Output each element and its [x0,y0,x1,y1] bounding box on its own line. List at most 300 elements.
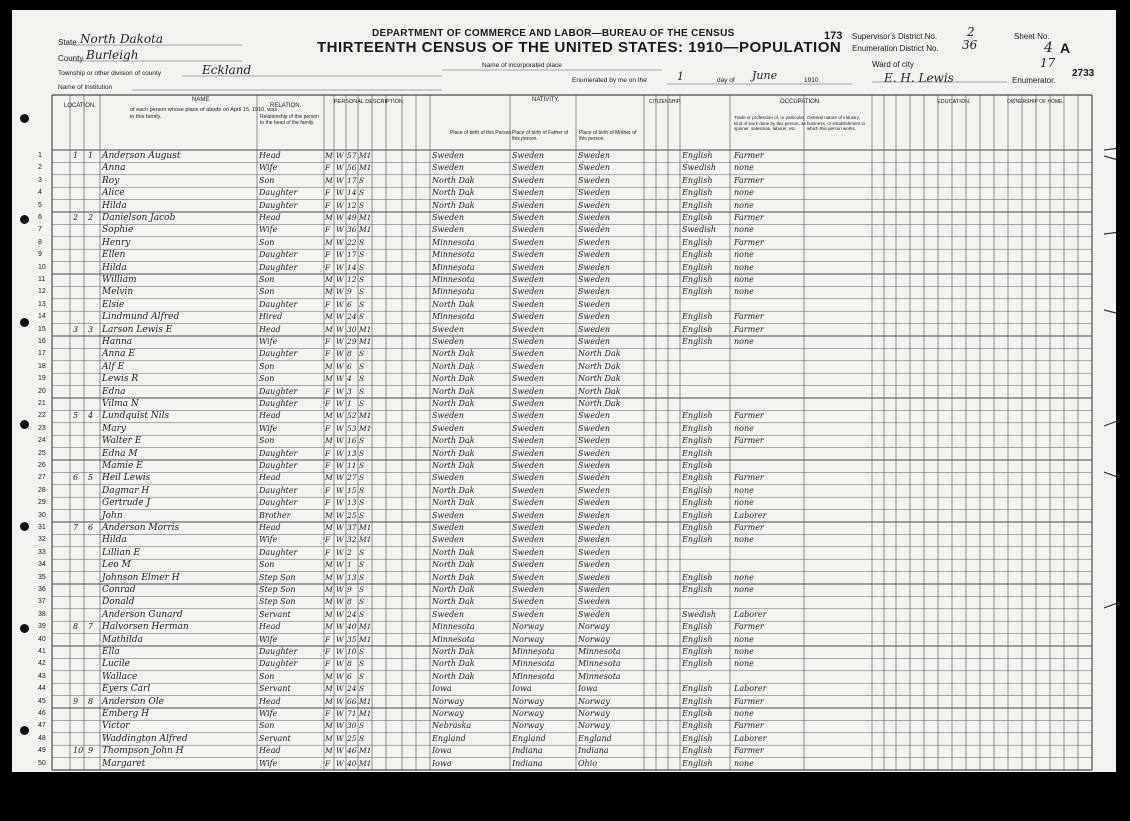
row-mother-birthplace: North Dak [578,386,621,396]
row-language: Swedish [682,163,716,173]
row-line-number: 46 [38,710,46,717]
table-row [12,448,1116,460]
row-age: 10 [347,647,357,656]
row-age: 3 [347,386,352,396]
row-race: W [336,721,344,731]
row-name: Conrad [102,585,136,595]
row-birthplace: Minnesota [432,237,475,247]
row-sex: M [325,374,333,384]
row-marital: M1 [359,225,372,235]
table-row [12,472,1116,484]
row-name: Danielson Jacob [102,213,176,223]
row-marital: S [359,200,365,210]
row-name: Hilda [102,262,127,273]
row-father-birthplace: Sweden [512,560,545,570]
table-row [12,386,1116,398]
year-value: 1910 [804,77,819,84]
row-age: 6 [347,361,352,371]
row-sex: F [325,200,331,210]
row-birthplace: North Dak [432,386,475,396]
row-marital: S [359,597,365,607]
row-sex: F [325,758,331,768]
row-birthplace: Sweden [432,423,465,433]
birth-father-header: Place of birth of Father of this person. [512,130,569,142]
incorporated-label: Name of incorporated place [482,62,562,69]
row-language: English [682,188,713,198]
row-name: John [102,510,123,521]
row-sex: M [325,237,333,247]
row-father-birthplace: Sweden [512,386,545,396]
row-name: Lucile [102,659,130,670]
table-row [12,485,1116,497]
row-relation: Daughter [259,349,298,359]
row-language: English [682,213,713,222]
county-value: Burleigh [86,48,139,62]
row-trade: Farmer [734,213,764,222]
row-marital: S [359,585,365,594]
row-father-birthplace: Iowa [512,684,532,694]
row-name: Lundquist Nils [102,411,170,422]
row-relation: Daughter [259,448,298,458]
row-language: English [682,585,713,594]
row-name: Waddington Alfred [102,733,188,744]
row-line-number: 4 [38,189,42,197]
row-language: English [682,746,713,756]
table-row [12,162,1116,174]
row-birthplace: North Dak [432,436,475,446]
row-birthplace: North Dak [432,659,475,669]
row-father-birthplace: Sweden [512,312,545,322]
row-language: English [682,535,713,545]
row-trade: none [734,634,754,644]
row-sex: F [325,349,331,359]
row-line-number: 28 [38,486,46,494]
row-name: Larson Lewis E [102,324,173,335]
row-birthplace: England [432,733,466,743]
census-title: THIRTEENTH CENSUS OF THE UNITED STATES: 1910—POPULATION [317,39,842,56]
row-father-birthplace: Sweden [512,262,545,272]
row-age: 35 [347,634,357,644]
row-relation: Head [259,151,281,160]
row-name: Alice [102,188,125,199]
row-race: W [336,312,344,322]
row-relation: Wife [259,423,278,433]
row-line-number: 25 [38,449,46,457]
row-language: English [682,337,713,346]
birth-mother-header: Place of birth of Mother of this person. [579,130,637,142]
row-birthplace: North Dak [432,671,475,681]
row-race: W [336,386,344,396]
row-age: 8 [347,349,352,359]
row-age: 13 [347,498,357,508]
row-father-birthplace: Sweden [512,485,545,495]
row-mother-birthplace: Sweden [578,498,611,508]
row-father-birthplace: Sweden [512,436,545,446]
row-marital: M1 [359,151,372,160]
row-birthplace: Sweden [432,337,465,346]
row-sex: M [325,572,333,582]
row-age: 22 [347,237,357,247]
row-mother-birthplace: Minnesota [578,671,621,681]
row-father-birthplace: Sweden [512,423,545,433]
row-birthplace: Sweden [432,535,465,545]
row-line-number: 24 [38,437,46,445]
row-age: 17 [347,175,357,185]
row-marital: S [359,485,365,495]
row-trade: none [734,275,754,284]
row-mother-birthplace: Sweden [578,560,611,570]
row-mother-birthplace: Norway [578,622,610,632]
row-sex: F [325,461,331,470]
row-name: Hilda [102,535,127,546]
row-father-birthplace: Sweden [512,213,545,222]
table-row [12,547,1116,559]
row-father-birthplace: Sweden [512,188,545,198]
row-sex: M [325,560,333,570]
row-relation: Head [259,324,281,334]
row-language: English [682,709,713,718]
row-language: Swedish [682,225,716,235]
enumerator-name: E. H. Lewis [884,71,954,85]
table-row [12,398,1116,410]
row-birthplace: North Dak [432,485,475,495]
row-dwelling: 6 [73,473,79,483]
row-birthplace: Sweden [432,473,465,483]
row-mother-birthplace: Sweden [578,485,611,495]
township-label: Township or other division of county [58,70,161,77]
row-relation: Servant [259,733,291,743]
row-language: English [682,473,713,483]
row-age: 11 [347,461,357,470]
enumerated-label: Enumerated by me on the [572,77,647,84]
row-sex: F [325,399,331,408]
group-location: LOCATION. [64,103,96,109]
row-father-birthplace: Sweden [512,510,545,520]
row-line-number: 14 [38,313,46,321]
row-marital: S [359,299,365,309]
table-row [12,435,1116,447]
row-sex: F [325,709,331,718]
table-row [12,299,1116,311]
row-marital: S [359,473,365,483]
row-trade: Farmer [734,436,764,446]
row-sex: M [325,151,333,160]
row-birthplace: North Dak [432,200,475,210]
row-birthplace: North Dak [432,572,475,582]
row-father-birthplace: Indiana [512,758,543,768]
row-dwelling: 2 [73,213,79,222]
table-row [12,150,1116,162]
row-relation: Daughter [259,200,298,210]
row-family: 3 [88,324,94,334]
group-education: EDUCATION. [937,99,971,105]
table-row [12,200,1116,212]
row-sex: M [325,324,333,334]
row-birthplace: Iowa [432,758,452,768]
row-race: W [336,250,344,260]
row-age: 8 [347,597,352,607]
row-age: 6 [347,671,352,681]
row-name: Hanna [102,337,133,347]
row-race: W [336,547,344,557]
row-race: W [336,622,344,632]
row-relation: Daughter [259,262,298,272]
row-father-birthplace: Norway [512,634,544,644]
row-relation: Daughter [259,547,298,557]
row-relation: Wife [259,337,278,346]
row-line-number: 38 [38,610,46,618]
row-name: Emberg H [102,709,149,719]
row-mother-birthplace: Sweden [578,609,611,619]
row-age: 46 [347,746,357,756]
row-name: Roy [102,175,120,186]
row-father-birthplace: Sweden [512,225,545,235]
row-language: English [682,151,713,160]
row-sex: F [325,659,331,669]
row-trade: none [734,572,754,582]
row-line-number: 22 [38,412,46,420]
row-mother-birthplace: Norway [578,696,610,706]
row-line-number: 39 [38,623,46,631]
row-age: 25 [347,733,357,743]
row-mother-birthplace: Sweden [578,175,611,185]
row-relation: Head [259,622,281,632]
row-father-birthplace: Sweden [512,299,545,309]
township-value: Eckland [202,63,252,77]
row-race: W [336,225,344,235]
row-race: W [336,758,344,768]
row-father-birthplace: Sweden [512,535,545,545]
row-marital: M1 [359,535,372,545]
group-personal: PERSONAL DESCRIPTION. [334,99,405,105]
row-name: Anderson Morris [102,523,180,533]
row-birthplace: North Dak [432,188,475,198]
row-marital: S [359,262,365,272]
row-birthplace: North Dak [432,349,475,359]
row-marital: S [359,250,365,260]
row-race: W [336,597,344,607]
row-age: 52 [347,411,357,421]
row-sex: M [325,684,333,694]
row-father-birthplace: Indiana [512,746,543,756]
row-name: Anna [102,163,126,174]
row-sex: M [325,609,333,619]
row-relation: Daughter [259,498,298,508]
row-father-birthplace: Minnesota [512,671,555,681]
row-line-number: 20 [38,387,46,395]
supervisor-no: 2 [967,25,975,39]
row-trade: Farmer [734,523,764,532]
row-trade: Farmer [734,312,764,322]
row-relation: Daughter [259,461,298,470]
row-name: Anderson Ole [102,696,164,707]
row-marital: S [359,361,365,371]
row-age: 40 [347,758,357,768]
row-language: English [682,250,713,260]
row-mother-birthplace: Sweden [578,423,611,433]
row-trade: none [734,423,754,433]
row-race: W [336,262,344,272]
row-line-number: 7 [38,226,42,234]
row-father-birthplace: Norway [512,721,544,731]
row-trade: none [734,287,754,297]
row-sex: F [325,647,331,656]
row-age: 4 [347,374,352,384]
row-line-number: 1 [38,152,42,159]
row-sex: M [325,436,333,446]
row-relation: Son [259,175,275,185]
row-mother-birthplace: Norway [578,709,610,718]
row-language: English [682,485,713,495]
row-mother-birthplace: North Dak [578,374,621,384]
table-row [12,584,1116,596]
row-race: W [336,349,344,359]
row-birthplace: North Dak [432,175,475,185]
row-relation: Wife [259,163,278,173]
relation-description: Relationship of this person to the head of the family. [260,114,319,126]
table-row [12,559,1116,571]
row-birthplace: Norway [432,709,464,718]
row-family: 8 [88,696,94,706]
row-mother-birthplace: Sweden [578,188,611,198]
row-trade: none [734,585,754,594]
table-row [12,348,1116,360]
row-father-birthplace: Sweden [512,337,545,346]
row-name: Lillian E [102,547,141,558]
row-father-birthplace: England [512,733,546,743]
row-father-birthplace: Sweden [512,374,545,384]
table-row [12,745,1116,757]
row-father-birthplace: Sweden [512,523,545,532]
row-age: 2 [347,547,352,557]
row-sex: F [325,188,331,198]
row-name: Sophie [102,225,134,236]
row-mother-birthplace: Minnesota [578,647,621,656]
row-father-birthplace: Sweden [512,585,545,594]
row-trade: Farmer [734,237,764,247]
row-age: 49 [347,213,357,222]
row-father-birthplace: Sweden [512,349,545,359]
row-line-number: 45 [38,697,46,705]
row-race: W [336,275,344,284]
row-mother-birthplace: Norway [578,721,610,731]
row-birthplace: Minnesota [432,634,475,644]
row-age: 17 [347,250,357,260]
row-sex: M [325,523,333,532]
row-mother-birthplace: Sweden [578,250,611,260]
row-birthplace: Sweden [432,324,465,334]
row-marital: S [359,498,365,508]
row-relation: Head [259,213,281,222]
row-trade: none [734,200,754,210]
row-age: 30 [347,721,357,731]
row-birthplace: Iowa [432,746,452,756]
row-birthplace: Minnesota [432,275,475,284]
row-language: English [682,200,713,210]
row-race: W [336,609,344,619]
row-name: Anderson August [102,151,181,161]
row-relation: Head [259,473,281,483]
row-sex: F [325,423,331,433]
row-relation: Son [259,560,275,570]
group-nativity: NATIVITY. [532,97,560,103]
row-language: English [682,721,713,731]
row-marital: M1 [359,324,372,334]
table-row [12,671,1116,683]
row-relation: Son [259,237,275,247]
row-relation: Wife [259,709,278,718]
row-birthplace: North Dak [432,547,475,557]
row-age: 6 [347,299,352,309]
row-mother-birthplace: Sweden [578,200,611,210]
page-stamp: 173 [824,30,843,42]
row-age: 24 [347,312,357,322]
row-line-number: 6 [38,214,42,221]
row-language: English [682,287,713,297]
row-age: 24 [347,684,357,694]
row-trade: none [734,225,754,235]
row-marital: S [359,721,365,731]
row-marital: S [359,684,365,694]
row-trade: Farmer [734,324,764,334]
row-language: English [682,312,713,322]
row-race: W [336,498,344,508]
row-mother-birthplace: North Dak [578,399,621,408]
row-line-number: 27 [38,474,46,482]
row-father-birthplace: Norway [512,709,544,718]
row-line-number: 44 [38,685,46,693]
row-race: W [336,659,344,669]
row-sex: F [325,337,331,346]
row-sex: F [325,299,331,309]
row-marital: S [359,733,365,743]
row-trade: none [734,659,754,669]
supervisor-label: Supervisor's District No. [852,32,938,41]
table-row [12,534,1116,546]
row-family: 1 [88,151,94,160]
row-line-number: 3 [38,176,42,184]
row-age: 14 [347,262,357,272]
row-marital: S [359,312,365,322]
row-age: 66 [347,696,357,706]
row-race: W [336,696,344,706]
row-relation: Daughter [259,647,298,656]
row-marital: S [359,510,365,520]
row-sex: M [325,411,333,421]
row-sex: M [325,585,333,594]
row-marital: S [359,659,365,669]
row-marital: M1 [359,746,372,756]
sheet-no: 4 [1044,40,1053,56]
row-mother-birthplace: Sweden [578,237,611,247]
row-race: W [336,151,344,160]
row-age: 9 [347,585,352,594]
row-race: W [336,213,344,222]
row-birthplace: Sweden [432,510,465,520]
row-marital: S [359,609,365,619]
row-marital: M1 [359,758,372,768]
row-mother-birthplace: Iowa [578,684,598,694]
row-relation: Son [259,374,275,384]
row-relation: Son [259,287,275,297]
row-birthplace: Sweden [432,151,465,160]
row-age: 37 [347,523,357,532]
row-birthplace: North Dak [432,597,475,607]
row-birthplace: North Dak [432,461,475,470]
row-mother-birthplace: Sweden [578,324,611,334]
row-mother-birthplace: Sweden [578,448,611,458]
row-race: W [336,485,344,495]
